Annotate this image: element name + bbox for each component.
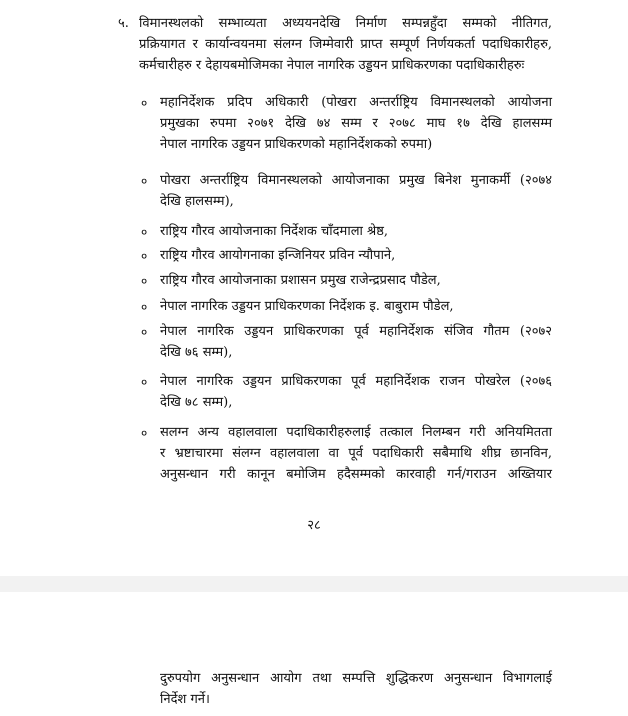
continuation-line: निर्देश गर्ने।	[160, 692, 210, 707]
list-item	[160, 296, 552, 317]
item-line: पोखरा अन्तर्राष्ट्रिय विमानस्थलको आयोजनाका प्रमुख बिनेश मुनाकर्मी (२०७४	[160, 173, 552, 188]
item-line: देखि हालसम्म),	[160, 194, 234, 209]
bullet-icon: ०	[141, 274, 148, 288]
bullet-icon: ०	[141, 174, 148, 188]
bullet-icon: ०	[141, 375, 148, 389]
section-number: ५.	[118, 16, 129, 31]
item-line: देखि ७८ सम्म),	[160, 395, 233, 410]
list-item	[160, 245, 552, 266]
list-item	[160, 92, 552, 155]
item-line: अनुसन्धान गरी कानून बमोजिम हदैसम्मको कारवाही गर्न/गराउन अख्तियार	[160, 467, 552, 482]
bullet-icon: ०	[141, 325, 148, 339]
item-line: नेपाल नागरिक उड्डयन प्राधिकरणका पूर्व महानिर्देशक संजिव गौतम (२०७२	[160, 324, 552, 339]
item-line: देखि ७६ सम्म),	[160, 345, 233, 360]
section-intro	[139, 13, 552, 76]
bullet-icon: ०	[141, 426, 148, 440]
item-line: प्रमुखका रुपमा २०७१ देखि ७४ सम्म र २०७८ माघ १७ देखि हालसम्म	[160, 116, 552, 131]
bullet-icon: ०	[141, 249, 148, 263]
page-number: २८	[307, 518, 321, 533]
list-item	[160, 221, 552, 242]
item-line: नेपाल नागरिक उड्डयन प्राधिकरणका निर्देशक इ. बाबुराम पौडेल,	[160, 299, 454, 314]
item-line: र भ्रष्टाचारमा संलग्न वहालवाला वा पूर्व पदाधिकारी सबैमाथि शीघ्र छानविन,	[160, 446, 552, 461]
intro-line: प्रक्रियागत र कार्यान्वयनमा संलग्न जिम्मेवारी प्राप्त सम्पूर्ण निर्णयकर्ता पदाधिकारीहरु,	[139, 37, 552, 52]
item-line: नेपाल नागरिक उड्डयन प्राधिकरणको महानिर्देशकको रुपमा)	[160, 137, 433, 152]
bullet-icon: ०	[141, 300, 148, 314]
list-item	[160, 270, 552, 291]
bullet-icon: ०	[141, 225, 148, 239]
item-line: सलग्न अन्य वहालवाला पदाधिकारीहरुलाई तत्काल निलम्बन गरी अनियमितता	[160, 425, 552, 440]
item-line: राष्ट्रिय गौरव आयोजनाका प्रशासन प्रमुख राजेन्द्रप्रसाद पौडेल,	[160, 273, 441, 288]
list-item	[160, 321, 552, 363]
list-item	[160, 422, 552, 485]
list-item	[160, 371, 552, 413]
continuation-line: दुरुपयोग अनुसन्धान आयोग तथा सम्पत्ति शुद्धिकरण अनुसन्धान विभागलाई	[160, 671, 552, 686]
item-line: राष्ट्रिय गौरव आयोजनाका निर्देशक चाँदमाला श्रेष्ठ,	[160, 224, 388, 239]
bullet-icon: ०	[141, 96, 148, 110]
list-item	[160, 170, 552, 212]
intro-line: कर्मचारीहरु र देहायबमोजिमका नेपाल नागरिक उड्डयन प्राधिकरणका पदाधिकारीहरुः	[139, 58, 525, 73]
item-line: राष्ट्रिय गौरव आयोगनाका इन्जिनियर प्रविन न्यौपाने,	[160, 248, 396, 263]
continuation-text	[160, 668, 552, 710]
intro-line: विमानस्थलको सम्भाव्यता अध्ययनदेखि निर्माण सम्पन्नहुँदा सम्मको नीतिगत,	[139, 16, 552, 31]
item-line: महानिर्देशक प्रदिप अधिकारी (पोखरा अन्तर्राष्ट्रिय विमानस्थलको आयोजना	[160, 95, 552, 110]
item-line: नेपाल नागरिक उड्डयन प्राधिकरणका पूर्व महानिर्देशक राजन पोखरेल (२०७६	[160, 374, 552, 389]
